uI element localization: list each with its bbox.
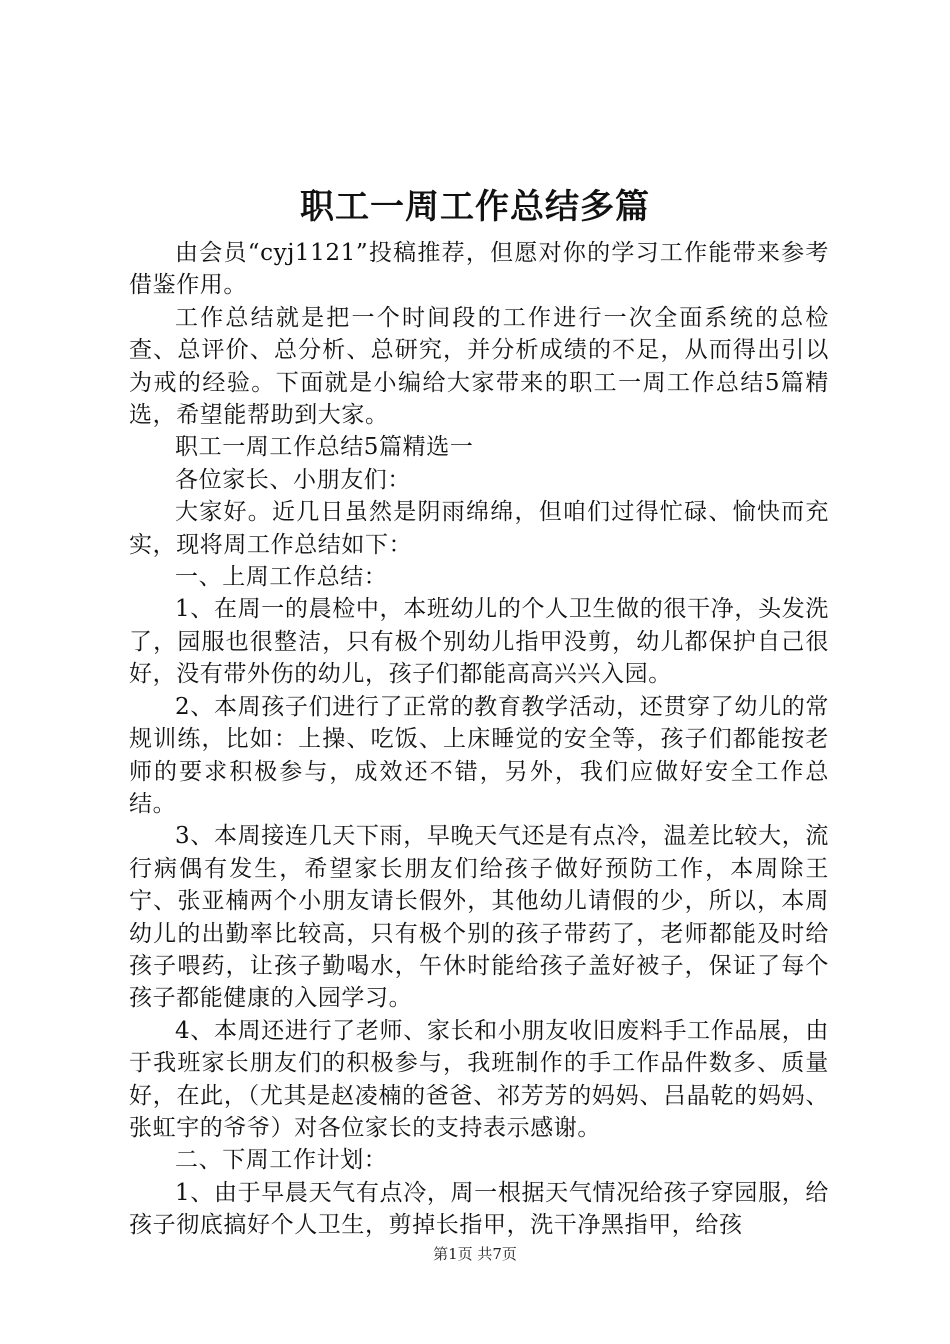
list-item-1: 1、在周一的晨检中，本班幼儿的个人卫生做的很干净，头发洗了，园服也很整洁，只有极个别幼儿指甲没剪，幼儿都保护自己很好，没有带外伤的幼儿，孩子们都能高高兴兴入园。 bbox=[129, 596, 829, 688]
subsection-heading-next-week: 二、下周工作计划： bbox=[175, 1147, 388, 1174]
document-body bbox=[129, 237, 829, 1242]
subsection-heading-last-week: 一、上周工作总结： bbox=[175, 564, 388, 591]
list-item-3: 3、本周接连几天下雨，早晚天气还是有点冷，温差比较大，流行病偶有发生，希望家长朋友们给孩子做好预防工作，本周除王宁、张亚楠两个小朋友请长假外，其他幼儿请假的少，所以，本周幼儿的出勤率比较高，只有极个别的孩子带药了，老师都能及时给孩子喂药，让孩子勤喝水，午休时能给孩子盖好被子，保证了每个孩子都能健康的入园学习。 bbox=[129, 823, 829, 1012]
section-heading: 职工一周工作总结5篇精选一 bbox=[175, 434, 474, 461]
intro-paragraph: 由会员“cyj1121”投稿推荐，但愿对你的学习工作能带来参考借鉴作用。 bbox=[129, 240, 829, 299]
opening-paragraph: 大家好。近几日虽然是阴雨绵绵，但咱们过得忙碌、愉快而充实，现将周工作总结如下： bbox=[129, 499, 829, 558]
list-item-4: 4、本周还进行了老师、家长和小朋友收旧废料手工作品展，由于我班家长朋友们的积极参与，我班制作的手工作品件数多、质量好，在此，（尤其是赵凌楠的爸爸、祁芳芳的妈妈、吕晶乾的妈妈、张虹宇的爷爷）对各位家长的支持表示感谢。 bbox=[129, 1017, 829, 1141]
salutation: 各位家长、小朋友们： bbox=[175, 466, 411, 493]
summary-paragraph: 工作总结就是把一个时间段的工作进行一次全面系统的总检查、总评价、总分析、总研究，并分析成绩的不足，从而得出引以为戒的经验。下面就是小编给大家带来的职工一周工作总结5篇精选，希望能帮助到大家。 bbox=[129, 304, 829, 429]
document-title: 职工一周工作总结多篇 bbox=[300, 187, 650, 227]
plan-item-1: 1、由于早晨天气有点冷，周一根据天气情况给孩子穿园服，给孩子彻底搞好个人卫生，剪掉长指甲，洗干净黑指甲，给孩 bbox=[129, 1179, 829, 1239]
list-item-2: 2、本周孩子们进行了正常的教育教学活动，还贯穿了幼儿的常规训练，比如：上操、吃饭、上床睡觉的安全等，孩子们都能按老师的要求积极参与，成效还不错，另外，我们应做好安全工作总结。 bbox=[129, 693, 829, 817]
page-number: 第1页 共7页 bbox=[433, 1245, 517, 1263]
